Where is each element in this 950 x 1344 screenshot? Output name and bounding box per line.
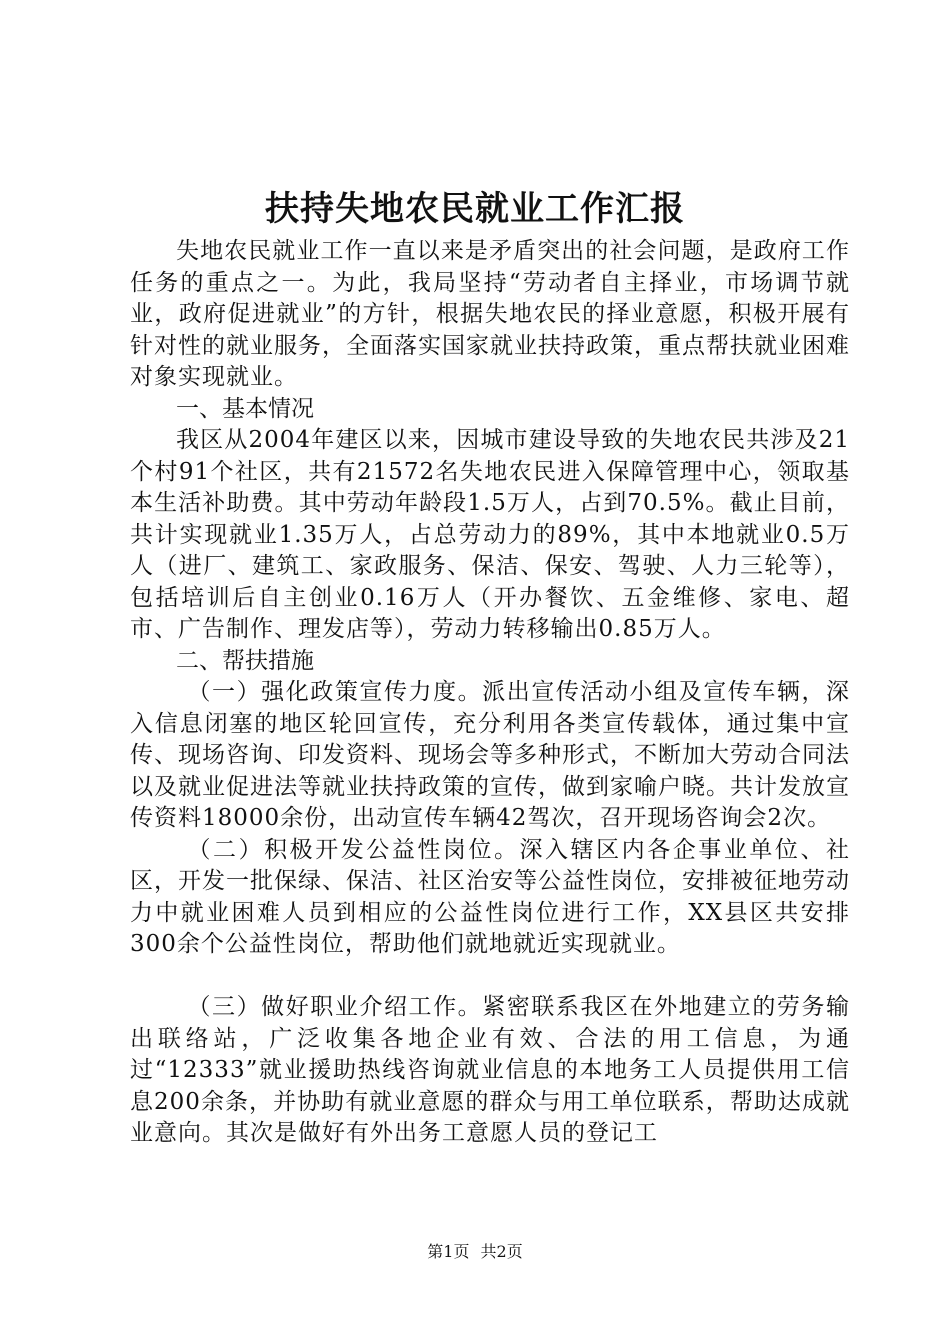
section-heading-basic-situation: 一、基本情况 bbox=[176, 395, 314, 422]
document-title: 扶持失地农民就业工作汇报 bbox=[265, 189, 685, 229]
measure-job-referral: （三）做好职业介绍工作。紧密联系我区在外地建立的劳务输出联络站，广泛收集各地企业有效、合法的用工信息，为通过“12333”就业援助热线咨询就业信息的本地务工人员提供用工信息200余条，并协助有就业意愿的群众与用工单位联系，帮助达成就业意向。其次是做好有外出务工意愿人员的登记工 bbox=[130, 994, 850, 1146]
intro-paragraph: 失地农民就业工作一直以来是矛盾突出的社会问题，是政府工作任务的重点之一。为此，我局坚持“劳动者自主择业，市场调节就业，政府促进就业”的方针，根据失地农民的择业意愿，积极开展有针对性的就业服务，全面落实国家就业扶持政策，重点帮扶就业困难对象实现就业。 bbox=[130, 238, 850, 390]
basic-situation-paragraph: 我区从2004年建区以来，因城市建设导致的失地农民共涉及21个村91个社区，共有21572名失地农民进入保障管理中心，领取基本生活补助费。其中劳动年龄段1.5万人，占到70.5%。截止目前，共计实现就业1.35万人，占总劳动力的89%，其中本地就业0.5万人（进厂、建筑工、家政服务、保洁、保安、驾驶、人力三轮等），包括培训后自主创业0.16万人（开办餐饮、五金维修、家电、超市、广告制作、理发店等），劳动力转移输出0.85万人。 bbox=[130, 427, 850, 642]
document-body bbox=[130, 236, 850, 1150]
paragraph-spacer bbox=[130, 961, 850, 993]
measure-policy-publicity: （一）强化政策宣传力度。派出宣传活动小组及宣传车辆，深入信息闭塞的地区轮回宣传，充分利用各类宣传载体，通过集中宣传、现场咨询、印发资料、现场会等多种形式，不断加大劳动合同法以及就业促进法等就业扶持政策的宣传，做到家喻户晓。共计发放宣传资料18000余份，出动宣传车辆42驾次，召开现场咨询会2次。 bbox=[130, 679, 850, 831]
page-number-total: 共2页 bbox=[480, 1242, 523, 1261]
section-heading-support-measures: 二、帮扶措施 bbox=[176, 647, 314, 674]
measure-public-welfare-jobs: （二）积极开发公益性岗位。深入辖区内各企事业单位、社区，开发一批保绿、保洁、社区治安等公益性岗位，安排被征地劳动力中就业困难人员到相应的公益性岗位进行工作，XX县区共安排300余个公益性岗位，帮助他们就地就近实现就业。 bbox=[130, 836, 850, 957]
page-number-current: 第1页 bbox=[427, 1242, 470, 1261]
page-footer bbox=[0, 1240, 950, 1264]
